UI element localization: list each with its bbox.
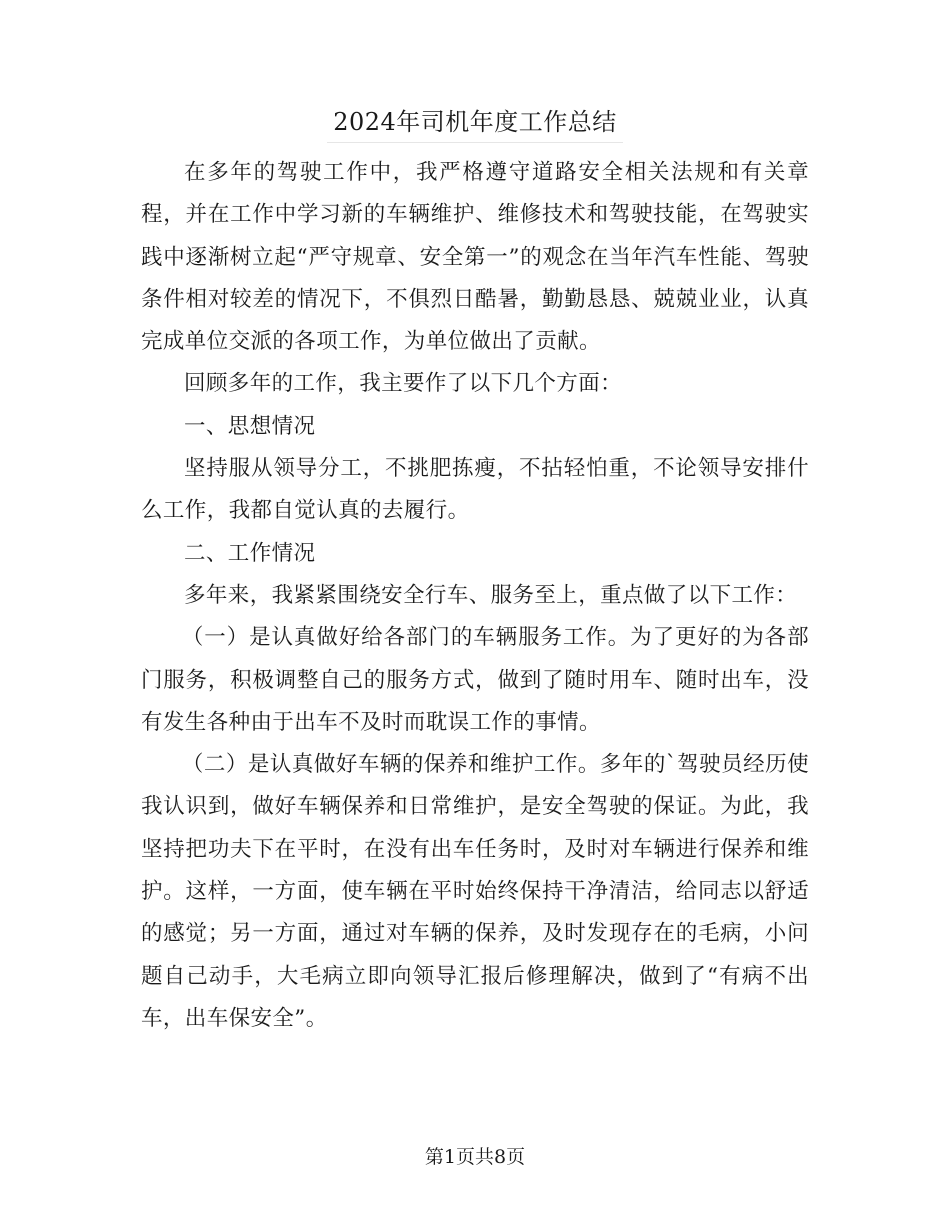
page-number: 第1页共8页 [424, 1146, 526, 1168]
paragraph-work-item-2: （二）是认真做好车辆的保养和维护工作。多年的`驾驶员经历使我认识到，做好车辆保养和日常维护，是安全驾驶的保证。为此，我坚持把功夫下在平时，在没有出车任务时，及时对车辆进行保养和维护。这样，一方面，使车辆在平时始终保持干净清洁，给同志以舒适的感觉；另一方面，通过对车辆的保养，及时发现存在的毛病，小问题自己动手，大毛病立即向领导汇报后修理解决，做到了“有病不出车，出车保安全”。 [141, 752, 809, 1031]
document-body [141, 152, 809, 1040]
document-title: 2024年司机年度工作总结 [327, 104, 623, 143]
heading-thought: 一、思想情况 [184, 413, 316, 439]
heading-work: 二、工作情况 [184, 540, 316, 566]
title-wrapper [0, 104, 950, 143]
paragraph-work-item-1: （一）是认真做好给各部门的车辆服务工作。为了更好的为各部门服务，积极调整自己的服务方式，做到了随时用车、随时出车，没有发生各种由于出车不及时而耽误工作的事情。 [141, 625, 809, 735]
paragraph-intro: 在多年的驾驶工作中，我严格遵守道路安全相关法规和有关章程，并在工作中学习新的车辆维护、维修技术和驾驶技能，在驾驶实践中逐渐树立起“严守规章、安全第一”的观念在当年汽车性能、驾驶条件相对较差的情况下，不俱烈日酷暑，勤勤恳恳、兢兢业业，认真完成单位交派的各项工作，为单位做出了贡献。 [141, 160, 809, 355]
paragraph-work-intro: 多年来，我紧紧围绕安全行车、服务至上，重点做了以下工作： [184, 582, 798, 608]
paragraph-thought: 坚持服从领导分工，不挑肥拣瘦，不拈轻怕重，不论领导安排什么工作，我都自觉认真的去履行。 [141, 456, 809, 524]
paragraph-review: 回顾多年的工作，我主要作了以下几个方面： [184, 371, 623, 397]
